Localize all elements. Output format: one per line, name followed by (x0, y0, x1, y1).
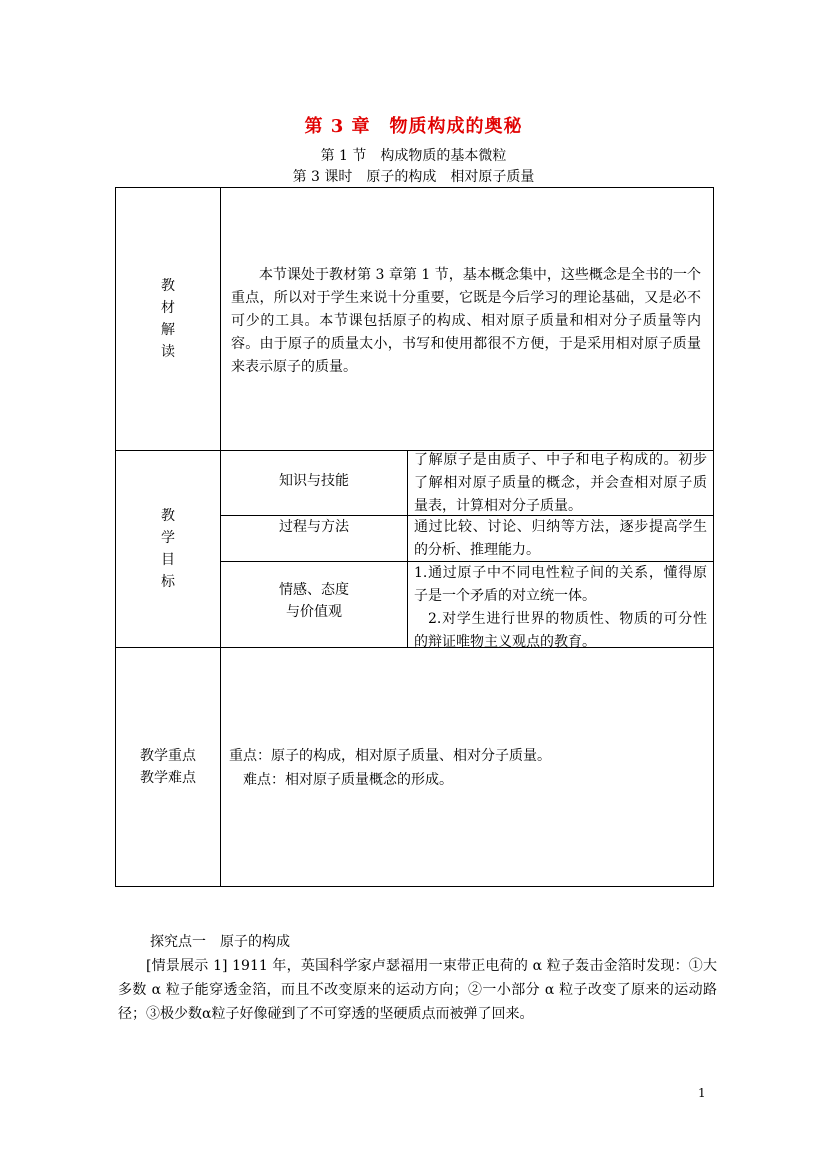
label-keypoint: 教学重点 (140, 748, 196, 764)
label-difficulty: 教学难点 (140, 770, 196, 786)
textbook-analysis-cell (221, 188, 713, 450)
section-title: 第 1 节 构成物质的基本微粒 (320, 148, 507, 164)
key-point-text: 重点：原子的构成，相对原子质量、相对分子质量。 (229, 748, 551, 764)
lesson-plan-table (115, 187, 714, 887)
page-number: 1 (698, 1086, 706, 1100)
label-char: 教 (161, 508, 175, 524)
row-label-textbook (116, 188, 221, 450)
textbook-analysis-text: 本节课处于教材第 3 章第 1 节，基本概念集中，这些概念是全书的一个重点，所以对于学生来说十分重要，它既是今后学习的理论基础，又是必不可少的工具。本节课包括原子的构成、相对原子质量和相对分子质量等内容。由于原子的质量太小，书写和使用都很不方便，于是采用相对原子质量来表示原子的质量。 (231, 267, 701, 375)
table-row-textbook (116, 188, 713, 451)
objective-text-knowledge: 了解原子是由质子、中子和电子构成的。初步了解相对原子质量的概念，并会查相对原子质量表，计算相对分子质量。 (414, 452, 707, 514)
objective-label-attitude-line1: 情感、态度 (279, 582, 349, 598)
label-char: 目 (161, 552, 175, 568)
objective-label-knowledge: 知识与技能 (221, 451, 408, 515)
objective-label-process: 过程与方法 (221, 516, 408, 561)
objective-row-process (221, 516, 713, 562)
objective-text-process: 通过比较、讨论、归纳等方法，逐步提高学生的分析、推理能力。 (414, 519, 707, 558)
keypoints-cell (221, 648, 713, 886)
row-label-objectives (116, 451, 221, 647)
table-row-keypoints (116, 648, 713, 886)
inquiry-heading: 探究点一 原子的构成 (150, 934, 290, 950)
label-char: 标 (161, 574, 175, 590)
inquiry-section (118, 930, 717, 1026)
objectives-cell (221, 451, 713, 650)
label-char: 解 (161, 322, 175, 338)
chapter-title: 第 3 章 物质构成的奥秘 (304, 116, 523, 137)
objective-row-attitude (221, 562, 713, 648)
row-label-keypoints (116, 648, 221, 886)
lesson-title: 第 3 课时 原子的构成 相对原子质量 (292, 169, 535, 185)
label-char: 学 (161, 530, 175, 546)
objective-text-attitude (414, 562, 707, 654)
label-char: 读 (161, 344, 175, 360)
table-row-objectives (116, 451, 713, 648)
label-char: 材 (161, 300, 175, 316)
objective-attitude-item-1: 1.通过原子中不同电性粒子间的关系，懂得原子是一个矛盾的对立统一体。 (414, 565, 707, 604)
difficult-point-text: 难点：相对原子质量概念的形成。 (243, 772, 453, 788)
objective-attitude-item-2: 2.对学生进行世界的物质性、物质的可分性的辩证唯物主义观点的教育。 (414, 611, 707, 650)
objective-label-attitude (221, 562, 408, 648)
objective-row-knowledge (221, 451, 713, 516)
scenario-paragraph: [情景展示 1] 1911 年，英国科学家卢瑟福用一束带正电荷的 α 粒子轰击金箔时发现：①大多数 α 粒子能穿透金箔，而且不改变原来的运动方向；②一小部分 α 粒子改变了原来的运动路径；③极少数α粒子好像碰到了不可穿透的坚硬质点而被弹了回来。 (118, 958, 717, 1022)
label-char: 教 (161, 278, 175, 294)
objective-label-attitude-line2: 与价值观 (286, 604, 342, 620)
